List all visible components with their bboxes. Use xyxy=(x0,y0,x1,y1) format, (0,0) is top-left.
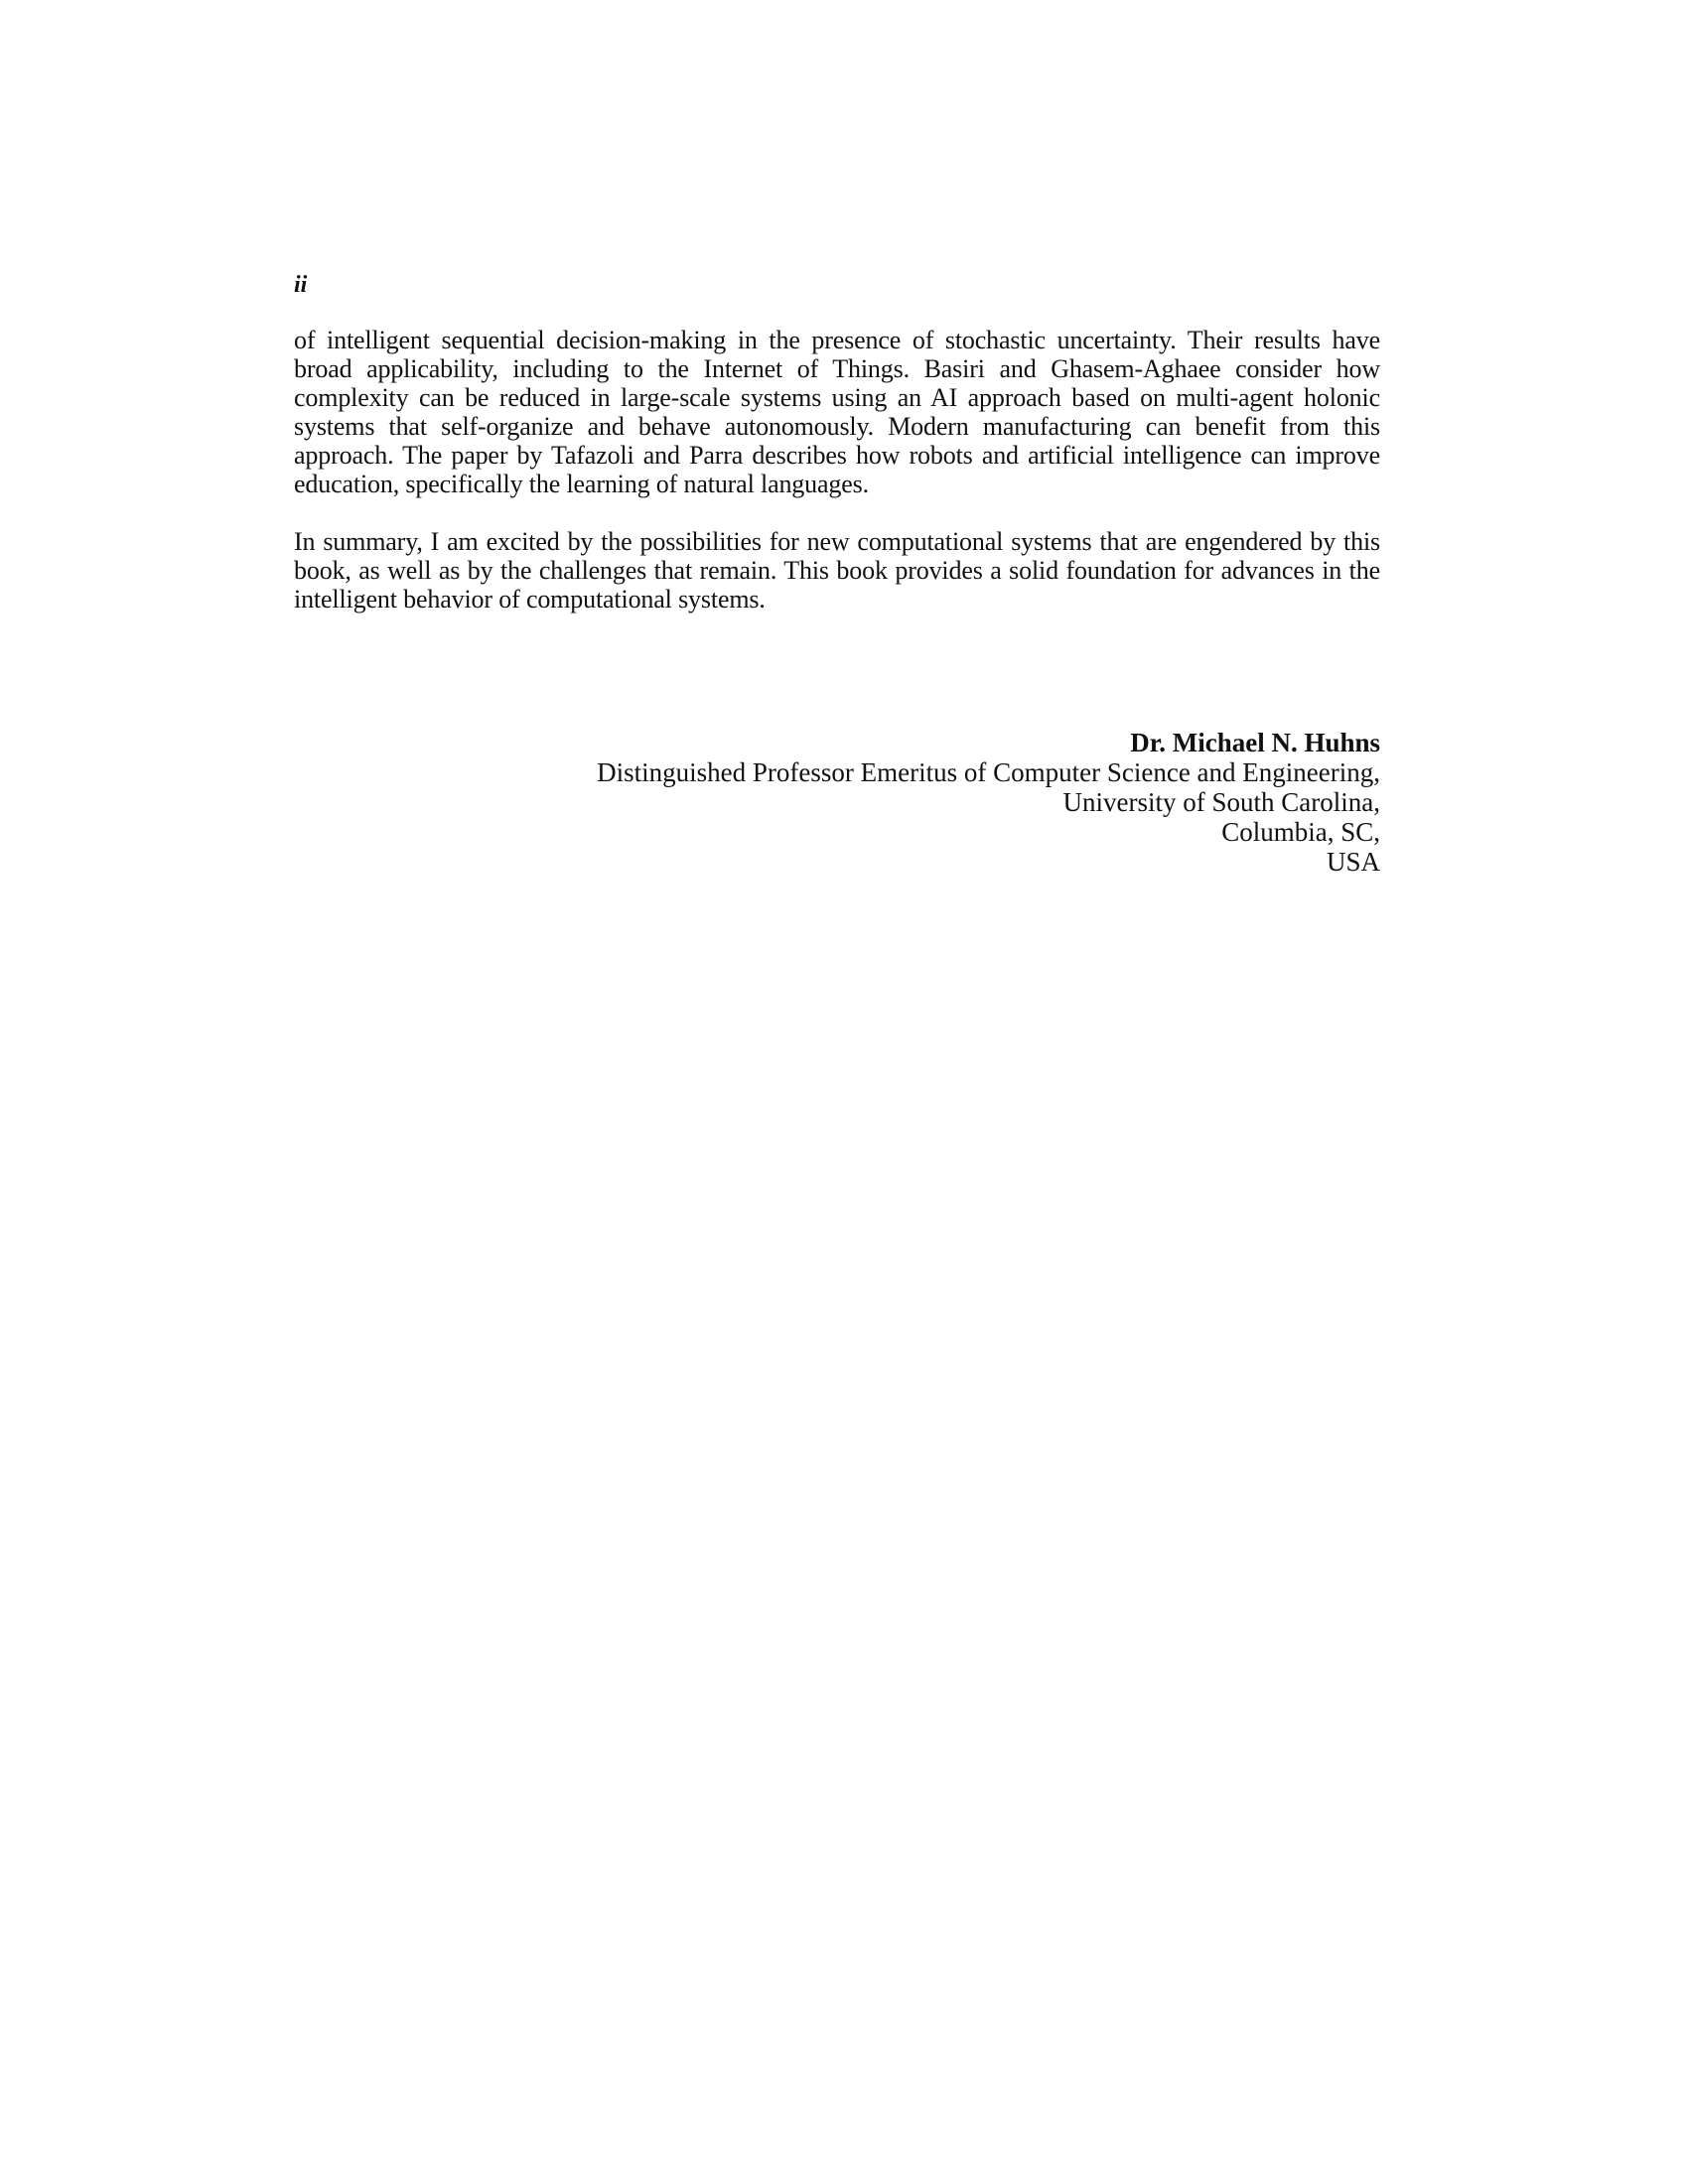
paragraph-1: of intelligent sequential decision-making in the presence of stochastic uncertainty. Their results have broad applicability, including to the Internet of Things. Basiri and Ghasem-Aghaee consider how complexity can be reduced in large-scale systems using an AI approach based on multi-agent holonic systems that self-organize and behave autonomously. Modern manufacturing can benefit from this approach. The paper by Tafazoli and Parra describes how robots and artificial intelligence can improve education, specifically the learning of natural languages. xyxy=(294,326,1380,498)
signature-title: Distinguished Professor Emeritus of Computer Science and Engineering, xyxy=(597,757,1380,787)
page-number: ii xyxy=(294,272,308,298)
signature-block xyxy=(294,728,1380,877)
signature-city: Columbia, SC, xyxy=(1221,817,1380,847)
paragraph-2: In summary, I am excited by the possibilities for new computational systems that are engendered by this book, as well as by the challenges that remain. This book provides a solid foundation for advances in the intelligent behavior of computational systems. xyxy=(294,527,1380,614)
signature-name: Dr. Michael N. Huhns xyxy=(1130,728,1380,757)
signature-institution: University of South Carolina, xyxy=(1062,787,1380,817)
body-text xyxy=(294,326,1380,642)
signature-country: USA xyxy=(1326,847,1380,877)
